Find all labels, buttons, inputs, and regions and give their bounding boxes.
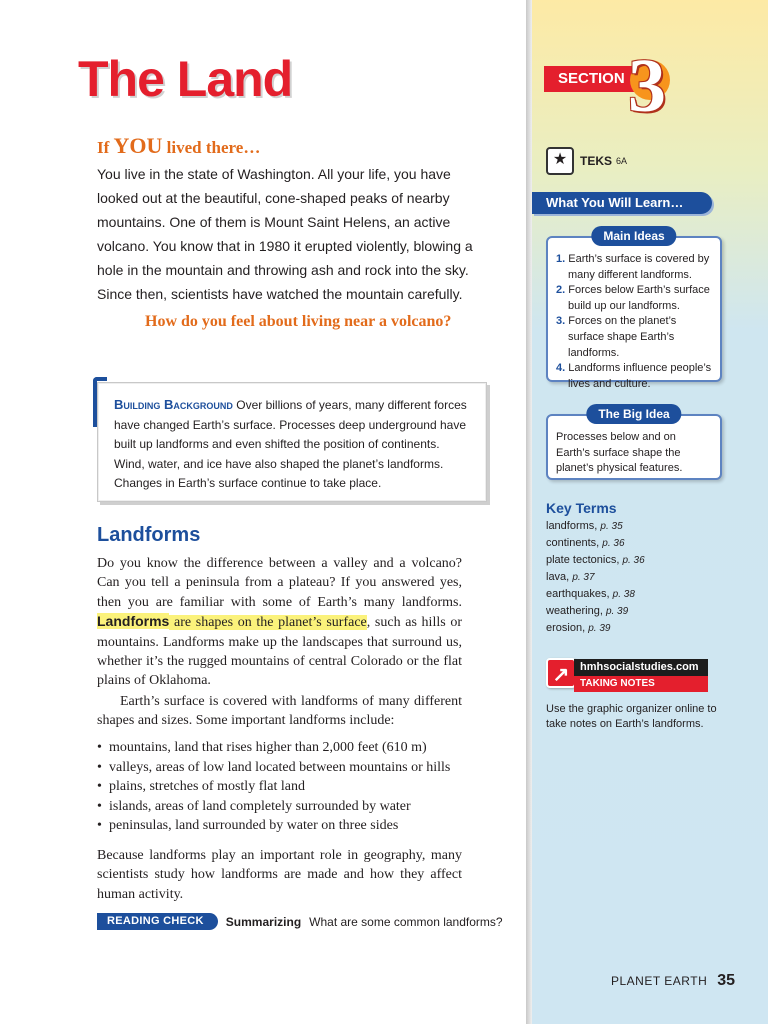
texas-map-icon: ★	[546, 147, 574, 175]
landforms-paragraph-3: Because landforms play an important role in geography, many scientists study how landforms are made and how they affect human activity.	[97, 848, 462, 902]
taking-notes-label: TAKING NOTES	[574, 676, 708, 692]
list-item: • islands, areas of land completely surrounded by water	[97, 797, 450, 817]
reading-check	[97, 913, 503, 930]
if-you-lived-text: You live in the state of Washington. All your life, you have looked out at the beautiful, cone-shaped peaks of nearby mountains. One of them is Mount Saint Helens, an active volcano. You know that in 1980 it erupted violently, blowing a hole in the mountain and throwing ash and rock into the sky. Since then, scientists have watched the mountain carefully.	[97, 166, 473, 302]
key-terms-heading: Key Terms	[546, 500, 617, 516]
list-item: • valleys, areas of low land located between mountains or hills	[97, 758, 450, 778]
key-term-item: erosion, p. 39	[546, 622, 611, 634]
cursor-arrow-icon: ↗	[546, 658, 576, 688]
page-footer	[611, 972, 735, 990]
main-ideas-heading: Main Ideas	[591, 226, 676, 246]
landforms-heading: Landforms	[97, 524, 201, 546]
building-background-box	[97, 382, 487, 502]
key-term-item: lava, p. 37	[546, 571, 595, 583]
section-label: SECTION	[558, 70, 625, 87]
big-idea-heading: The Big Idea	[586, 404, 681, 424]
key-term-item: earthquakes, p. 38	[546, 588, 635, 600]
page-title: The Land	[78, 51, 293, 107]
reading-check-question: What are some common landforms?	[309, 914, 503, 929]
main-idea-item: 3. Forces on the planet’s surface shape Earth’s landforms.	[556, 315, 677, 359]
landforms-paragraph-1: Do you know the difference between a valley and a volcano? Can you tell a peninsula from a plateau? If you answered yes, then you are familiar with some of Earth’s many landforms. Landforms are shapes on the planet’s surface, such as hills or mountains. Landforms make up the landscapes that surround us, whether it’s the rugged mountains of central Colorado or the flat plains of Oklahoma.	[97, 556, 462, 689]
teks-label: TEKS	[580, 154, 613, 168]
building-background-label: Building Background	[114, 397, 233, 412]
landform-list	[97, 738, 450, 836]
reading-check-label: READING CHECK	[97, 913, 218, 930]
key-term-landforms: Landforms	[97, 613, 170, 630]
online-note: Use the graphic organizer online to take notes on Earth’s landforms.	[546, 703, 717, 730]
online-notes-link[interactable]	[546, 658, 706, 694]
main-idea-item: 1. Earth’s surface is covered by many different landforms.	[556, 253, 710, 281]
main-idea-item: 4. Landforms influence people’s lives and culture.	[556, 362, 712, 390]
key-term-item: continents, p. 36	[546, 537, 625, 549]
online-url[interactable]: hmhsocialstudies.com	[574, 659, 708, 676]
page-number: 35	[717, 972, 736, 989]
list-item: • mountains, land that rises higher than 2,000 feet (610 m)	[97, 738, 450, 758]
footer-label: PLANET EARTH	[611, 974, 708, 988]
page-gutter	[526, 0, 532, 1024]
main-ideas-box	[546, 229, 722, 390]
key-term-definition: are shapes on the planet’s surface	[169, 615, 367, 631]
if-you-lived-heading: If YOU lived there…	[97, 133, 261, 158]
if-you-lived-question: How do you feel about living near a volcano?	[145, 313, 452, 330]
key-term-item: plate tectonics, p. 36	[546, 554, 645, 566]
section-number: 3	[628, 44, 666, 128]
main-idea-item: 2. Forces below Earth’s surface build up our landforms.	[556, 284, 710, 312]
list-item: • peninsulas, land surrounded by water on three sides	[97, 816, 450, 836]
key-terms	[546, 500, 645, 637]
building-background-text: Over billions of years, many different forces have changed Earth’s surface. Processes deep underground have built up landforms and even shifted the position of continents. Wind, water, and ice have also shaped the planet’s landforms. Changes in Earth’s surface continue to take place.	[114, 398, 467, 490]
key-term-item: weathering, p. 39	[546, 605, 629, 617]
big-idea-text: Processes below and on Earth’s surface shape the planet’s physical features.	[556, 431, 683, 475]
key-term-item: landforms, p. 35	[546, 520, 623, 532]
reading-check-skill: Summarizing	[225, 914, 302, 929]
what-you-will-learn-banner: What You Will Learn…	[532, 192, 712, 214]
landforms-paragraph-2: Earth’s surface is covered with landforms of many different shapes and sizes. Some important landforms include:	[97, 694, 462, 729]
big-idea-box	[546, 407, 722, 480]
teks-code: 6A	[616, 156, 628, 166]
list-item: • plains, stretches of mostly flat land	[97, 777, 450, 797]
teks-standard	[546, 147, 627, 175]
